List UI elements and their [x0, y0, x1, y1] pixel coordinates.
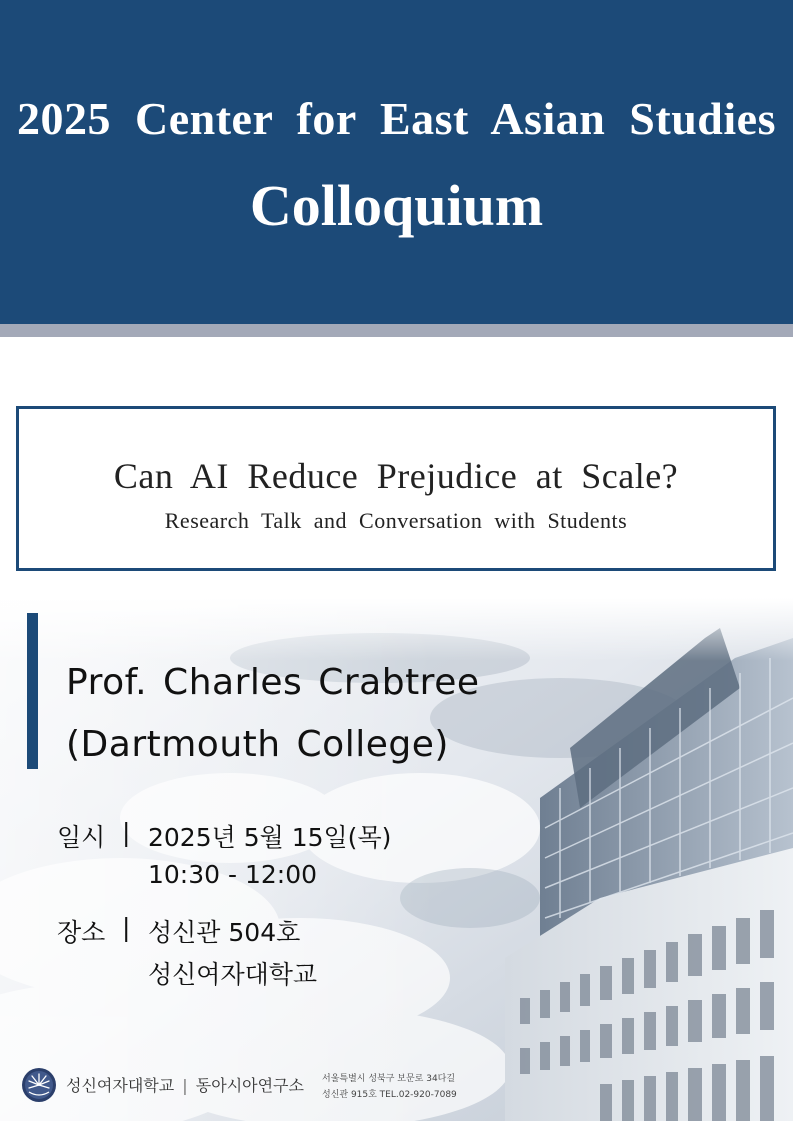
university-logo-icon [21, 1067, 57, 1103]
event-room: 성신관 504호 [148, 918, 301, 947]
footer-contact: 성신관 915호 TEL.02-920-7089 [322, 1090, 457, 1100]
talk-title-box [16, 406, 776, 571]
footer-divider: | [182, 1076, 188, 1095]
event-date: 2025년 5월 15일(목) [148, 823, 392, 852]
date-separator: | [122, 818, 131, 847]
footer-center-name: 동아시아연구소 [195, 1076, 304, 1095]
talk-title: Can AI Reduce Prejudice at Scale? [113, 456, 679, 496]
event-institution: 성신여자대학교 [148, 960, 318, 989]
header-banner [0, 0, 793, 324]
event-subtitle: Colloquium [249, 173, 544, 238]
talk-subtitle: Research Talk and Conversation with Students [164, 508, 628, 533]
speaker-affiliation: (Dartmouth College) [66, 724, 449, 765]
place-label: 장소 [57, 918, 106, 947]
footer-address: 서울특별시 성북구 보문로 34다길 [322, 1074, 456, 1084]
header-divider-band [0, 324, 793, 337]
date-label: 일시 [57, 823, 106, 852]
footer-university-name: 성신여자대학교 [66, 1076, 175, 1095]
place-separator: | [122, 913, 131, 942]
speaker-accent-bar [27, 613, 38, 769]
footer-organization [66, 1073, 304, 1096]
speaker-name: Prof. Charles Crabtree [66, 662, 480, 703]
event-time: 10:30 - 12:00 [148, 860, 318, 889]
event-title: 2025 Center for East Asian Studies [17, 93, 776, 144]
